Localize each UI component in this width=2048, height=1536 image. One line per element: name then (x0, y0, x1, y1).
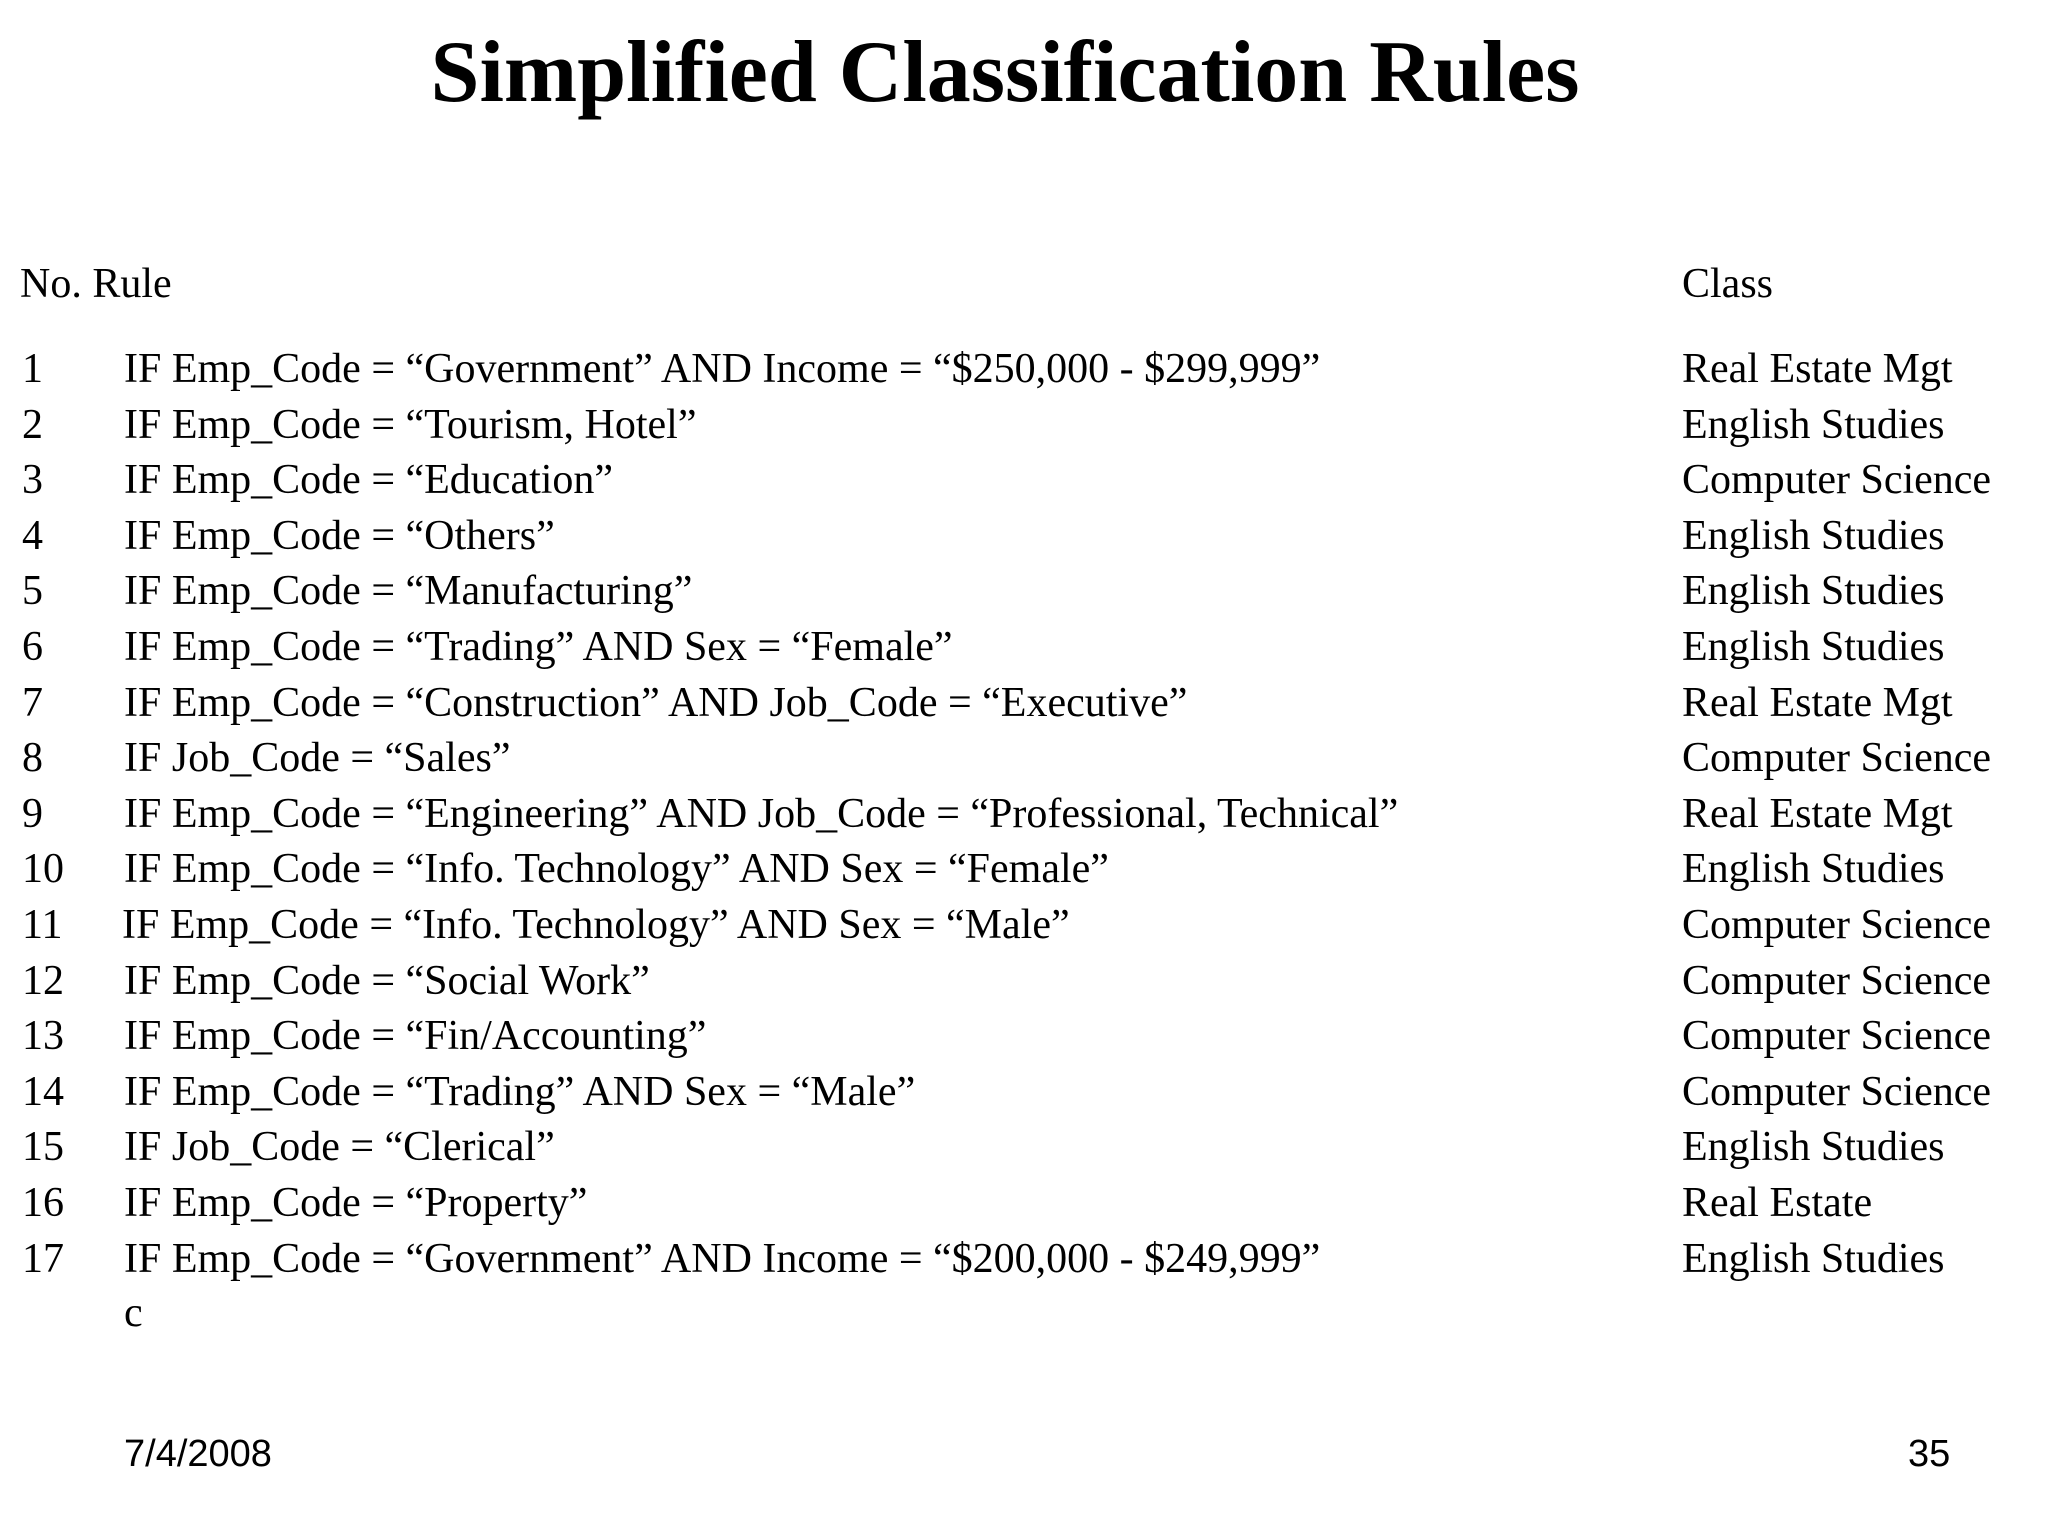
rule-number: 14 (22, 1069, 64, 1115)
rule-number: 8 (22, 735, 43, 781)
rule-text: IF Emp_Code = “Tourism, Hotel” (124, 402, 697, 448)
rule-text: IF Emp_Code = “Info. Technology” AND Sex = “Female” (124, 846, 1109, 892)
rule-number: 3 (22, 457, 43, 503)
table-row (0, 897, 2048, 953)
table-row (0, 508, 2048, 564)
rule-class: Computer Science (1682, 457, 1992, 503)
rule-class: Real Estate Mgt (1682, 791, 1953, 837)
rule-class: Real Estate Mgt (1682, 680, 1953, 726)
table-row (0, 786, 2048, 842)
rule-number: 7 (22, 680, 43, 726)
rule-number: 5 (22, 568, 43, 614)
rule-number: 4 (22, 513, 43, 559)
table-row (0, 619, 2048, 675)
rule-text: IF Emp_Code = “Education” (124, 457, 614, 503)
rule-class: English Studies (1682, 568, 1945, 614)
rule-number: 11 (22, 902, 63, 948)
rule-number: 1 (22, 346, 43, 392)
rule-text: IF Emp_Code = “Government” AND Income = “$200,000 - $249,999” (124, 1236, 1321, 1282)
rule-text: IF Emp_Code = “Government” AND Income = “$250,000 - $299,999” (124, 346, 1321, 392)
table-row (0, 841, 2048, 897)
slide-title: Simplified Classification Rules (430, 24, 1580, 121)
rule-class: English Studies (1682, 846, 1945, 892)
rule-class: Computer Science (1682, 958, 1992, 1004)
table-row (0, 563, 2048, 619)
table-row (0, 675, 2048, 731)
rule-class: English Studies (1682, 1236, 1945, 1282)
trailing-text: c (124, 1290, 143, 1336)
rule-number: 16 (22, 1180, 64, 1226)
table-row (0, 1175, 2048, 1231)
rule-text: IF Emp_Code = “Social Work” (124, 958, 650, 1004)
rule-number: 17 (22, 1236, 64, 1282)
table-row (0, 730, 2048, 786)
table-row (0, 1064, 2048, 1120)
rule-text: IF Job_Code = “Clerical” (124, 1124, 555, 1170)
rule-class: English Studies (1682, 1124, 1945, 1170)
header-no-rule: No. Rule (20, 261, 172, 307)
rule-class: English Studies (1682, 624, 1945, 670)
table-row (0, 1008, 2048, 1064)
table-row (0, 953, 2048, 1009)
rule-text: IF Emp_Code = “Fin/Accounting” (124, 1013, 707, 1059)
rule-number: 9 (22, 791, 43, 837)
table-row (0, 1231, 2048, 1287)
rule-text: IF Emp_Code = “Property” (124, 1180, 588, 1226)
rule-class: Real Estate (1682, 1180, 1873, 1226)
rule-text: IF Emp_Code = “Info. Technology” AND Sex = “Male” (122, 902, 1070, 948)
rule-number: 12 (22, 958, 64, 1004)
rule-class: Computer Science (1682, 1069, 1992, 1115)
rule-text: IF Emp_Code = “Trading” AND Sex = “Male” (124, 1069, 916, 1115)
rule-class: Computer Science (1682, 1013, 1992, 1059)
rule-class: Computer Science (1682, 902, 1992, 948)
rule-class: Real Estate Mgt (1682, 346, 1953, 392)
table-row (0, 452, 2048, 508)
rule-class: English Studies (1682, 402, 1945, 448)
rule-text: IF Job_Code = “Sales” (124, 735, 511, 781)
rule-class: Computer Science (1682, 735, 1992, 781)
trailing-row (0, 1285, 2048, 1341)
footer-page-number: 35 (1908, 1433, 1951, 1475)
rule-text: IF Emp_Code = “Others” (124, 513, 555, 559)
rule-number: 13 (22, 1013, 64, 1059)
rule-number: 6 (22, 624, 43, 670)
rule-class: English Studies (1682, 513, 1945, 559)
rule-number: 2 (22, 402, 43, 448)
footer-date: 7/4/2008 (124, 1433, 272, 1475)
rule-number: 10 (22, 846, 64, 892)
rule-number: 15 (22, 1124, 64, 1170)
rule-text: IF Emp_Code = “Engineering” AND Job_Code = “Professional, Technical” (124, 791, 1399, 837)
table-header (0, 256, 2048, 312)
rule-text: IF Emp_Code = “Manufacturing” (124, 568, 693, 614)
table-row (0, 1119, 2048, 1175)
table-row (0, 397, 2048, 453)
header-class: Class (1682, 261, 1774, 307)
rule-text: IF Emp_Code = “Trading” AND Sex = “Female” (124, 624, 953, 670)
rule-text: IF Emp_Code = “Construction” AND Job_Code = “Executive” (124, 680, 1188, 726)
table-row (0, 341, 2048, 397)
